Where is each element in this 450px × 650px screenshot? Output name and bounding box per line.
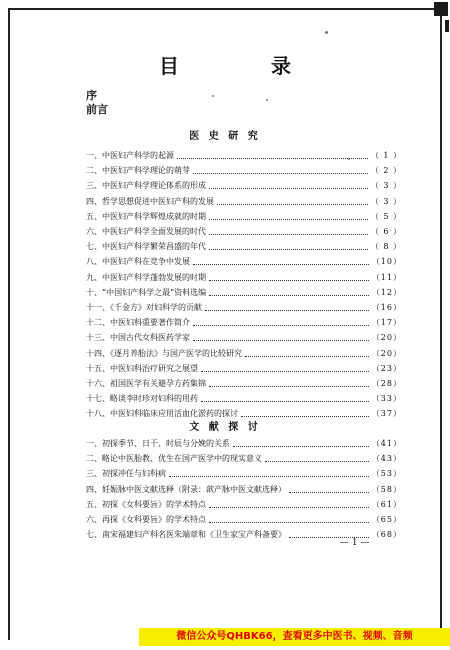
toc-entry-page: （12） (371, 287, 402, 297)
toc-entry-title: 十三、中国古代女科医药学家 (86, 333, 190, 343)
toc-entry (86, 512, 402, 527)
toc-entry (86, 270, 402, 285)
toc-entry (86, 391, 402, 406)
section-heading-history: 医 史 研 究 (189, 131, 261, 142)
toc-leader-dots (209, 378, 369, 387)
toc-leader-dots (201, 393, 369, 402)
scan-speck (212, 95, 214, 97)
toc-entry-title: 六、再探《女科要旨》的学术特点 (86, 515, 206, 525)
toc-entry (86, 224, 402, 239)
toc-entry-page: （65） (371, 515, 402, 525)
toc-entry-title: 十六、祖国医学有关避孕方药集锦 (86, 378, 206, 388)
toc-entry-page: （23） (371, 363, 402, 373)
toc-leader-dots (289, 484, 369, 493)
toc-entry-page: （33） (371, 394, 402, 404)
toc-leader-dots (193, 256, 369, 265)
toc-entry-page: （41） (371, 439, 402, 449)
toc-entry-page: （68） (371, 530, 402, 540)
watermark-banner: 微信公众号QHBK66，查看更多中医书、视频、音频 (139, 628, 450, 646)
toc-leader-dots (209, 226, 368, 235)
toc-entry-title: 十四、《逐月养胎法》与国产医学的比较研究 (86, 348, 242, 358)
scan-border-top (8, 8, 440, 10)
toc-entry-title: 十八、中医妇科临床应用活血化淤药的探讨 (86, 409, 238, 419)
toc-entry (86, 148, 402, 163)
toc-leader-dots (209, 241, 368, 250)
toc-entry-page: （ 3 ） (370, 181, 402, 191)
toc-entry (86, 209, 402, 224)
toc-leader-dots (265, 453, 369, 462)
toc-list-history (86, 148, 402, 421)
toc-leader-dots (209, 211, 368, 220)
toc-leader-dots (193, 317, 369, 326)
toc-entry-title: 一、中医妇产科学的起源 (86, 151, 174, 161)
toc-leader-dots (193, 165, 368, 174)
toc-entry (86, 466, 402, 481)
toc-leader-dots (245, 348, 369, 357)
toc-entry (86, 285, 402, 300)
toc-entry-title: 七、南宋福建妇产科名医朱端章和《卫生家宝产科备要》 (86, 530, 286, 540)
toc-leader-dots (201, 363, 369, 372)
toc-entry (86, 345, 402, 360)
toc-entry (86, 361, 402, 376)
toc-entry-title: 六、中医妇产科学全面发展的时代 (86, 227, 206, 237)
scan-speck (266, 99, 268, 101)
toc-entry-page: （43） (371, 454, 402, 464)
toc-entry (86, 451, 402, 466)
toc-entry-page: （10） (371, 257, 402, 267)
toc-entry-page: （ 3 ） (370, 196, 402, 206)
toc-entry (86, 436, 402, 451)
toc-leader-dots (289, 529, 369, 538)
toc-entry (86, 315, 402, 330)
toc-leader-dots (209, 272, 369, 281)
toc-entry-title: 四、哲学思想促进中医妇产科的发展 (86, 196, 214, 206)
toc-entry-page: （58） (371, 484, 402, 494)
front-matter-foreword: 前言 (86, 103, 108, 116)
front-matter-preface: 序 (86, 89, 97, 102)
scan-corner-mark (434, 2, 448, 16)
toc-entry (86, 254, 402, 269)
toc-leader-dots (233, 438, 369, 447)
toc-entry-title: 八、中医妇产科在竞争中发展 (86, 257, 190, 267)
toc-leader-dots (209, 499, 369, 508)
toc-entry (86, 178, 402, 193)
toc-leader-dots (209, 514, 369, 523)
toc-leader-dots (193, 332, 369, 341)
toc-leader-dots (209, 287, 369, 296)
toc-entry-title: 十一、《千金方》对妇科学的贡献 (86, 302, 202, 312)
toc-entry-page: （20） (371, 333, 402, 343)
toc-entry-page: （53） (371, 469, 402, 479)
page-number: — 1 — (340, 538, 370, 548)
toc-entry-title: 五、中医妇产科学辉煌成就的时期 (86, 211, 206, 221)
section-heading-literature: 文 献 探 讨 (189, 422, 261, 433)
page-title: 目 录 (159, 54, 327, 78)
toc-entry-title: 二、中医妇产科学理论的萌芽 (86, 166, 190, 176)
toc-entry (86, 497, 402, 512)
toc-entry (86, 300, 402, 315)
toc-entry-title: 十二、中医妇科重要著作简介 (86, 318, 190, 328)
toc-entry (86, 482, 402, 497)
scan-speck (325, 31, 328, 34)
toc-entry-title: 七、中医妇产科学繁荣昌盛的年代 (86, 242, 206, 252)
toc-entry-title: 十、“中国妇产科学之最”资料选编 (86, 287, 207, 297)
toc-leader-dots (169, 468, 369, 477)
toc-entry-title: 二、略论中医胎教、优生在国产医学中的现实意义 (86, 454, 262, 464)
toc-entry-page: （20） (371, 348, 402, 358)
scan-border-left (8, 8, 10, 640)
toc-entry-title: 十七、略谈李时珍对妇科的用药 (86, 394, 198, 404)
toc-entry-page: （17） (371, 318, 402, 328)
toc-entry (86, 239, 402, 254)
scan-edge-mark (445, 20, 449, 32)
toc-entry-title: 三、初探冲任与妇科病 (86, 469, 166, 479)
toc-entry-title: 五、初探《女科要旨》的学术特点 (86, 499, 206, 509)
toc-entry (86, 194, 402, 209)
toc-entry (86, 163, 402, 178)
toc-entry (86, 330, 402, 345)
toc-entry-page: （ 6 ） (370, 227, 402, 237)
scan-border-right (440, 8, 442, 633)
toc-entry-page: （11） (371, 272, 402, 282)
toc-entry-page: （ 5 ） (370, 211, 402, 221)
toc-entry-title: 九、中医妇产科学蓬勃发展的时期 (86, 272, 206, 282)
toc-entry-page: （ 8 ） (370, 242, 402, 252)
toc-entry-page: （37） (371, 409, 402, 419)
toc-list-literature (86, 436, 402, 542)
toc-entry-page: （61） (371, 499, 402, 509)
toc-entry-title: 四、妊娠脉中医文献选释（附录：歆产脉中医文献选释） (86, 484, 286, 494)
toc-leader-dots (241, 408, 369, 417)
toc-entry-title: 一、初探季节、日干、时辰与分娩的关系 (86, 439, 230, 449)
toc-entry-page: （ 1 ） (370, 151, 402, 161)
toc-leader-dots (217, 196, 368, 205)
toc-leader-dots (177, 150, 368, 159)
toc-entry (86, 376, 402, 391)
toc-leader-dots (205, 302, 369, 311)
toc-leader-dots (209, 180, 368, 189)
toc-entry-title: 三、中医妇产科学理论体系的形成 (86, 181, 206, 191)
toc-entry-page: （ 2 ） (370, 166, 402, 176)
toc-entry-page: （16） (371, 302, 402, 312)
toc-entry-page: （28） (371, 378, 402, 388)
toc-entry-title: 十五、中医妇科治疗研究之展望 (86, 363, 198, 373)
